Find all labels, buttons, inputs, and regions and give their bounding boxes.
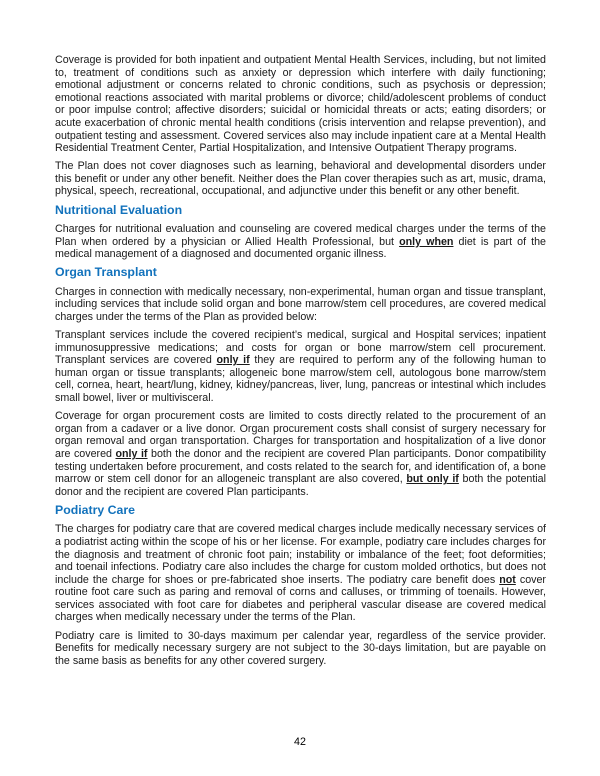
emphasized-phrase: not	[499, 573, 516, 586]
emphasized-phrase: only if	[216, 354, 250, 367]
text-run: Charges for nutritional evaluation and counseling are covered medical charges under the terms of the Plan when ordered by a physician or Allied Health Professional, but	[55, 223, 546, 248]
text-run: Charges in connection with medically necessary, non-experimental, human organ and tissue transplant, including services that include solid organ and bone marrow/stem cell procedures, are covered medical charges under the terms of the Plan as provided below:	[55, 285, 546, 323]
section-heading: Podiatry Care	[55, 502, 135, 517]
text-run: diet is part of the medical management of a diagnosed and documented organic illness.	[55, 235, 547, 261]
text-run: Coverage is provided for both inpatient and outpatient Mental Health Services, including, but not limited to, treatment of conditions such as anxiety or depression which interfere with daily functioning; emotional adjustment or concerns related to chronic conditions, such as psychosis or depression; emotional reactions associated with marital problems or divorce; child/adolescent problems of conduct or poor impulse control; affective disorders; suicidal or homicidal threats or acts; eating disorders; or acute exacerbation of chronic mental health conditions (crisis intervention and relapse prevention), and outpatient testing and assessment. Covered services also may include inpatient care at a Mental Health Residential Treatment Center, Partial Hospitalization, and Intensive Outpatient Therapy programs.	[55, 54, 546, 155]
paragraph	[55, 286, 546, 324]
text-run: they are required to perform any of the following human to human organ or tissue transplants; allogeneic bone marrow/stem cell, autologous bone marrow/stem cell, cornea, heart, heart/lung, kidney, kidney/pancreas, liver, lung, pancreas or intestinal which includes small bowel, liver or multivisceral.	[55, 354, 547, 405]
paragraph	[55, 54, 546, 155]
emphasized-phrase: only when	[399, 235, 454, 248]
page-number: 42	[294, 736, 306, 748]
text-run: Coverage for organ procurement costs are limited to costs directly related to the procurement of an organ from a cadaver or a live donor. Organ procurement costs shall consist of surgery necessary for organ removal and organ transportation. Charges for transportation and hospitalization of a live donor are covered	[55, 410, 546, 460]
paragraph	[55, 410, 546, 498]
text-run: The Plan does not cover diagnoses such as learning, behavioral and developmental disorders under this benefit or under any other benefit. Neither does the Plan cover therapies such as art, music, drama, physical, speech, recreational, occupational, and adjunctive under this benefit or any other benefit.	[55, 160, 546, 198]
section-heading: Nutritional Evaluation	[55, 202, 183, 217]
text-run: cover routine foot care such as paring and removal of corns and calluses, or trimming of toenails. However, services associated with foot care for diabetes and peripheral vascular disease are covered medical charges when medically necessary under the terms of the Plan.	[55, 573, 546, 624]
text-run: both the potential donor and the recipient are covered Plan participants.	[55, 473, 546, 498]
document-body	[55, 54, 546, 673]
section-heading: Organ Transplant	[55, 265, 157, 280]
text-run: Transplant services include the covered recipient’s medical, surgical and Hospital services; inpatient immunosuppressive medications; and costs for organ or bone marrow/stem cell procurement. Transplant services are covered	[55, 329, 546, 367]
text-run: Podiatry care is limited to 30-days maximum per calendar year, regardless of the service provider. Benefits for medically necessary surgery are not subject to the 30-days limitation, but are payable on the same basis as benefits for any other covered surgery.	[55, 629, 546, 667]
paragraph	[55, 160, 546, 198]
emphasized-phrase: but only if	[406, 473, 459, 486]
text-run: both the donor and the recipient are covered Plan participants. Donor compatibility testing undertaken before procurement, and costs related to the search for, and identification of, a bone marrow or stem cell donor for an allogeneic transplant are also covered,	[55, 447, 547, 486]
paragraph	[55, 223, 546, 261]
emphasized-phrase: only if	[115, 447, 148, 460]
paragraph	[55, 329, 546, 405]
paragraph	[55, 523, 546, 624]
text-run: The charges for podiatry care that are covered medical charges include medically necessary services of a podiatrist acting within the scope of his or her license. For example, podiatry care includes charges for the diagnosis and treatment of chronic foot pain; instability or imbalance of the feet; foot deformities; and toenail infections. Podiatry care also includes the charge for custom molded orthotics, but does not include the charge for shoes or pre-fabricated shoe inserts. The podiatry care benefit does	[55, 523, 546, 586]
paragraph	[55, 630, 546, 668]
